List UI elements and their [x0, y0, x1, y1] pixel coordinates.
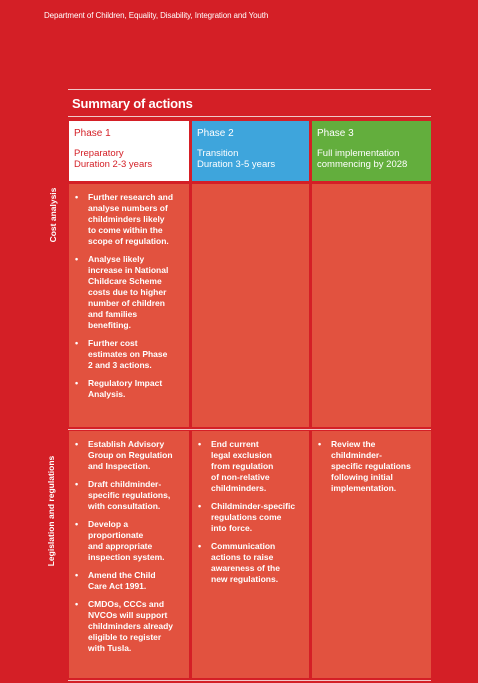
legis-phase-1-cell — [69, 431, 189, 678]
list-item: • Draft childminder- specific regulations, with consultation. — [73, 479, 185, 512]
legis-phase-3-list — [316, 439, 427, 494]
title-rule-top — [68, 89, 431, 90]
phase-3-header — [312, 121, 431, 181]
phase-2-header — [192, 121, 309, 181]
phase-2-subtitle: Transition Duration 3-5 years — [197, 148, 276, 170]
phase-1-name: Phase 1 — [74, 128, 111, 139]
cost-phase-2-cell — [192, 184, 309, 427]
cost-phase-3-cell — [312, 184, 431, 427]
department-name: Department of Children, Equality, Disability, Integration and Youth — [44, 11, 269, 20]
list-item: • Childminder-specific regulations come into force. — [196, 501, 305, 534]
cost-phase-1-cell — [69, 184, 189, 427]
bottom-rule — [68, 680, 431, 681]
page-title: Summary of actions — [72, 96, 193, 111]
phase-2-column — [192, 121, 309, 181]
legis-phase-2-list — [196, 439, 305, 585]
list-item: • Develop a proportionate and appropriate inspection system. — [73, 519, 185, 563]
list-item: • End current legal exclusion from regulation of non-relative childminders. — [196, 439, 305, 494]
phase-3-name: Phase 3 — [317, 128, 354, 139]
legis-phase-3-cell — [312, 431, 431, 678]
legis-phase-2-cell — [192, 431, 309, 678]
list-item: • Further research and analyse numbers of childminders likely to come within the scope of regulation. — [73, 192, 185, 247]
list-item: • Analyse likely increase in National Childcare Scheme costs due to higher number of children and families benefiting. — [73, 254, 185, 331]
legis-phase-1-list — [73, 439, 185, 654]
phase-2-name: Phase 2 — [197, 128, 234, 139]
phase-3-subtitle: Full implementation commencing by 2028 — [317, 148, 408, 170]
list-item: • Establish Advisory Group on Regulation and Inspection. — [73, 439, 185, 472]
phase-1-column — [69, 121, 189, 181]
list-item: • Amend the Child Care Act 1991. — [73, 570, 185, 592]
phase-1-subtitle: Preparatory Duration 2-3 years — [74, 148, 153, 170]
phase-1-header — [69, 121, 189, 181]
cost-phase-1-list — [73, 192, 185, 400]
title-rule-bottom — [68, 116, 431, 117]
list-item: • Communication actions to raise awareness of the new regulations. — [196, 541, 305, 585]
row-label-cost-analysis: Cost analysis — [48, 187, 58, 243]
row-divider — [68, 429, 431, 430]
list-item: • CMDOs, CCCs and NVCOs will support childminders already eligible to register with Tusla. — [73, 599, 185, 654]
list-item: • Regulatory Impact Analysis. — [73, 378, 185, 400]
row-label-legislation: Legislation and regulations — [46, 455, 56, 567]
list-item: • Review the childminder- specific regulations following initial implementation. — [316, 439, 427, 494]
phase-3-column — [312, 121, 431, 181]
list-item: • Further cost estimates on Phase 2 and 3 actions. — [73, 338, 185, 371]
